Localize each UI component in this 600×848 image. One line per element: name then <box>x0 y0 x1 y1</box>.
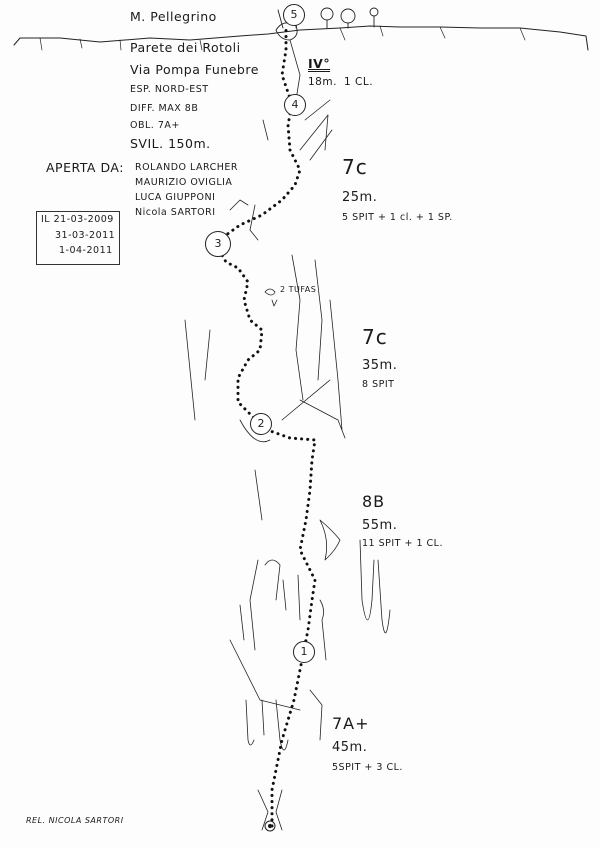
pitch-gear: 1 CL. <box>344 76 374 88</box>
pitch-length: 35m. <box>362 358 398 373</box>
pitch-grade: 7A+ <box>332 714 370 733</box>
exposure: ESP. NORD-EST <box>130 84 209 95</box>
pitch-length: 55m. <box>362 518 398 533</box>
pitch-gear: 5 SPIT + 1 cl. + 1 SP. <box>342 212 453 223</box>
climber-2: MAURIZIO OVIGLIA <box>135 177 233 188</box>
mountain-name: M. Pellegrino <box>130 9 217 24</box>
route-name: Via Pompa Funebre <box>130 62 259 77</box>
route-length: SVIL. 150m. <box>130 136 211 151</box>
tufas-label: 2 TUFAS <box>280 285 317 294</box>
pitch-gear: 11 SPIT + 1 CL. <box>362 538 443 549</box>
pitch-length: 45m. <box>332 740 368 755</box>
first-ascent-label: APERTA DA: <box>46 160 124 175</box>
belay-4: 4 <box>284 94 306 116</box>
pitch-gear: 8 SPIT <box>362 379 395 390</box>
pitch-length: 25m. <box>342 190 378 205</box>
climber-4: Nicola SARTORI <box>135 207 216 218</box>
credit: REL. NICOLA SARTORI <box>26 816 124 825</box>
pitch-length: 18m. <box>308 76 337 88</box>
belay-2: 2 <box>250 413 272 435</box>
max-difficulty: DIFF. MAX 8B <box>130 103 199 114</box>
date-3: 1-04-2011 <box>59 245 113 256</box>
pitch-grade: 7c <box>342 155 368 179</box>
summit-ridge-line <box>14 26 588 50</box>
pitch-gear: 5SPIT + 3 CL. <box>332 762 403 773</box>
mandatory-grade: OBL. 7A+ <box>130 120 180 131</box>
belay-3: 3 <box>205 231 231 257</box>
date-1: IL 21-03-2009 <box>41 214 114 225</box>
pitch-grade: 8B <box>362 492 386 511</box>
pitch-grade: 7c <box>362 325 388 349</box>
climber-3: LUCA GIUPPONI <box>135 192 216 203</box>
belay-1: 1 <box>293 641 315 663</box>
wall-name: Parete dei Rotoli <box>130 40 241 55</box>
belay-5: 5 <box>283 4 305 26</box>
date-2: 31-03-2011 <box>55 229 116 241</box>
dates-box <box>36 211 120 265</box>
climber-1: ROLANDO LARCHER <box>135 162 239 173</box>
pitch-grade: IV° <box>308 56 331 71</box>
